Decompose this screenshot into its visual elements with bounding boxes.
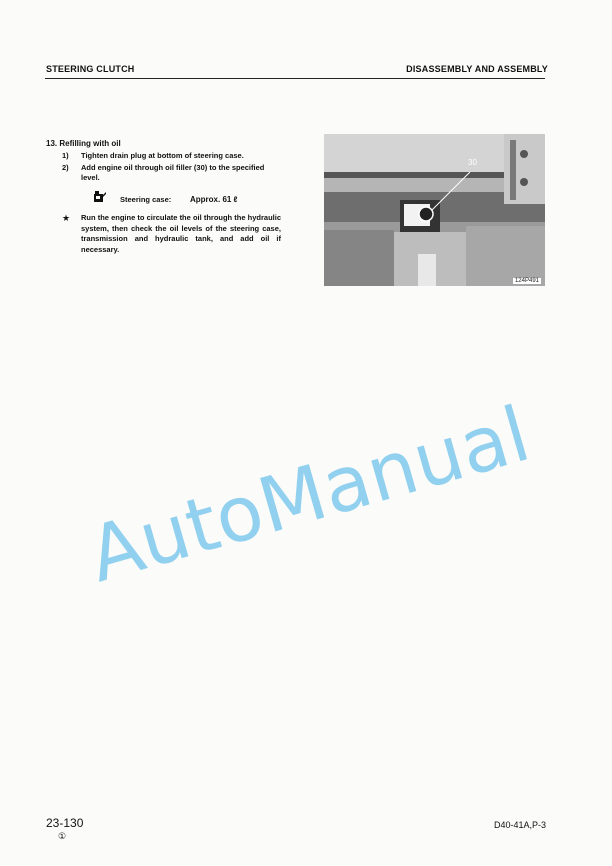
spec-value: Approx. 61 ℓ <box>190 195 238 204</box>
header-rule <box>45 78 545 79</box>
item-text: Add engine oil through oil filler (30) to the specified level. <box>81 163 265 182</box>
oil-can-icon <box>92 189 106 203</box>
step-heading: 13. Refilling with oil <box>46 139 121 148</box>
watermark <box>62 318 582 600</box>
item-text: Tighten drain plug at bottom of steering case. <box>81 151 244 160</box>
section-title: STEERING CLUTCH <box>46 64 135 74</box>
note-marker: ★ <box>62 213 71 223</box>
model-number: D40-41A,P-3 <box>493 820 546 830</box>
component-photo <box>324 134 545 286</box>
item-number: 1) <box>62 151 69 160</box>
photo-code: 124P491 <box>514 278 539 284</box>
photo-callout: 30 <box>468 158 477 167</box>
revision-mark: ① <box>58 831 67 841</box>
photo-image <box>324 134 545 286</box>
note-text: Run the engine to circulate the oil through the hydraulic system, then check the oil levels of the steering case, transmission and hydraulic tank, and add oil if necessary. <box>81 213 281 254</box>
item-number: 2) <box>62 163 69 172</box>
chapter-title: DISASSEMBLY AND ASSEMBLY <box>406 64 548 74</box>
watermark-text: AutoManual <box>79 388 539 600</box>
spec-label: Steering case: <box>120 195 172 204</box>
page-number: 23-130 <box>46 816 84 830</box>
